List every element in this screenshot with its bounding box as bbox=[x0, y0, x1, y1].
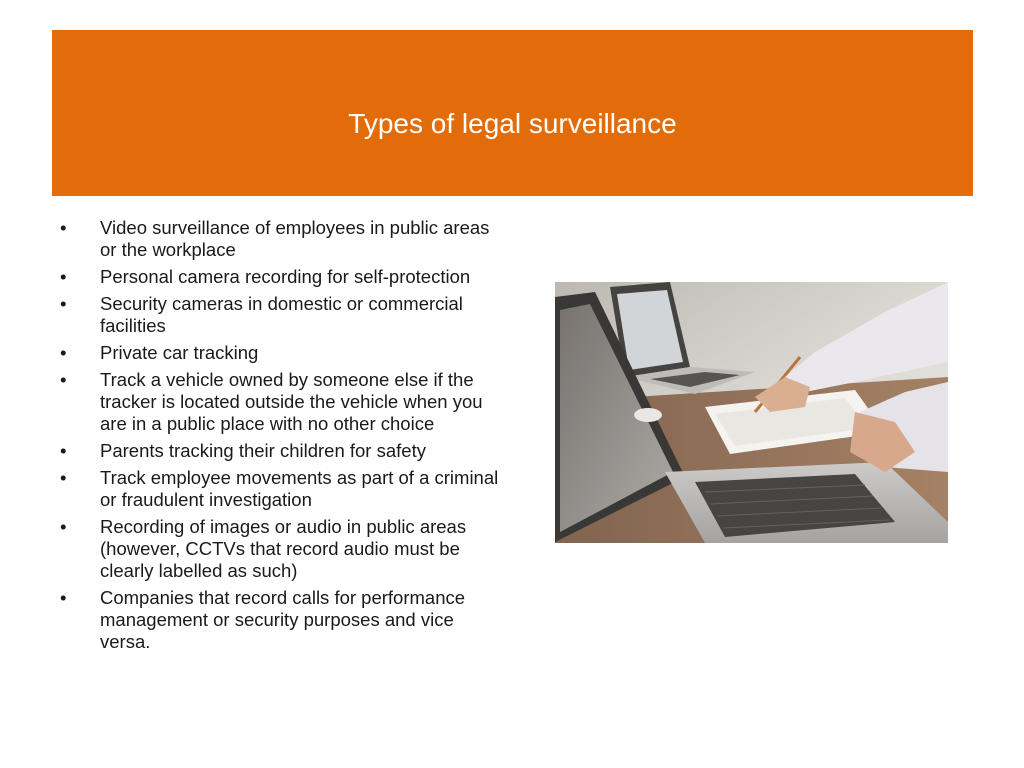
laptop-desk-photo-illustration bbox=[555, 282, 948, 543]
bullet-glyph: • bbox=[60, 369, 67, 390]
bullet-glyph: • bbox=[60, 440, 67, 461]
bullet-glyph: • bbox=[60, 266, 67, 287]
bullet-glyph: • bbox=[60, 217, 67, 238]
bullet-list bbox=[60, 217, 500, 658]
bullet-item bbox=[60, 342, 500, 364]
bullet-item bbox=[60, 516, 500, 582]
bullet-text: Security cameras in domestic or commercial facilities bbox=[100, 293, 463, 336]
bullet-text: Personal camera recording for self-protection bbox=[100, 266, 471, 287]
bullet-text: Recording of images or audio in public areas (however, CCTVs that record audio must be clearly labelled as such) bbox=[100, 516, 467, 581]
bullet-item bbox=[60, 369, 500, 435]
bullet-text: Companies that record calls for performance management or security purposes and vice versa. bbox=[100, 587, 466, 652]
bullet-text: Video surveillance of employees in public areas or the workplace bbox=[100, 217, 490, 260]
bullet-glyph: • bbox=[60, 587, 67, 608]
bullet-item bbox=[60, 587, 500, 653]
bullet-item bbox=[60, 467, 500, 511]
bullet-text: Track employee movements as part of a criminal or fraudulent investigation bbox=[100, 467, 499, 510]
bullet-text: Private car tracking bbox=[100, 342, 259, 363]
bullet-text: Track a vehicle owned by someone else if the tracker is located outside the vehicle when you are in a public place with no other choice bbox=[100, 369, 483, 434]
bullet-item bbox=[60, 293, 500, 337]
bullet-item bbox=[60, 217, 500, 261]
bullet-item bbox=[60, 440, 500, 462]
bullet-glyph: • bbox=[60, 293, 67, 314]
slide-title: Types of legal surveillance bbox=[348, 108, 677, 139]
bullet-glyph: • bbox=[60, 516, 67, 537]
laptop-desk-photo bbox=[555, 282, 948, 543]
title-band bbox=[52, 30, 973, 196]
bullet-text: Parents tracking their children for safety bbox=[100, 440, 426, 461]
bullet-glyph: • bbox=[60, 342, 67, 363]
bullet-item bbox=[60, 266, 500, 288]
bullet-glyph: • bbox=[60, 467, 67, 488]
